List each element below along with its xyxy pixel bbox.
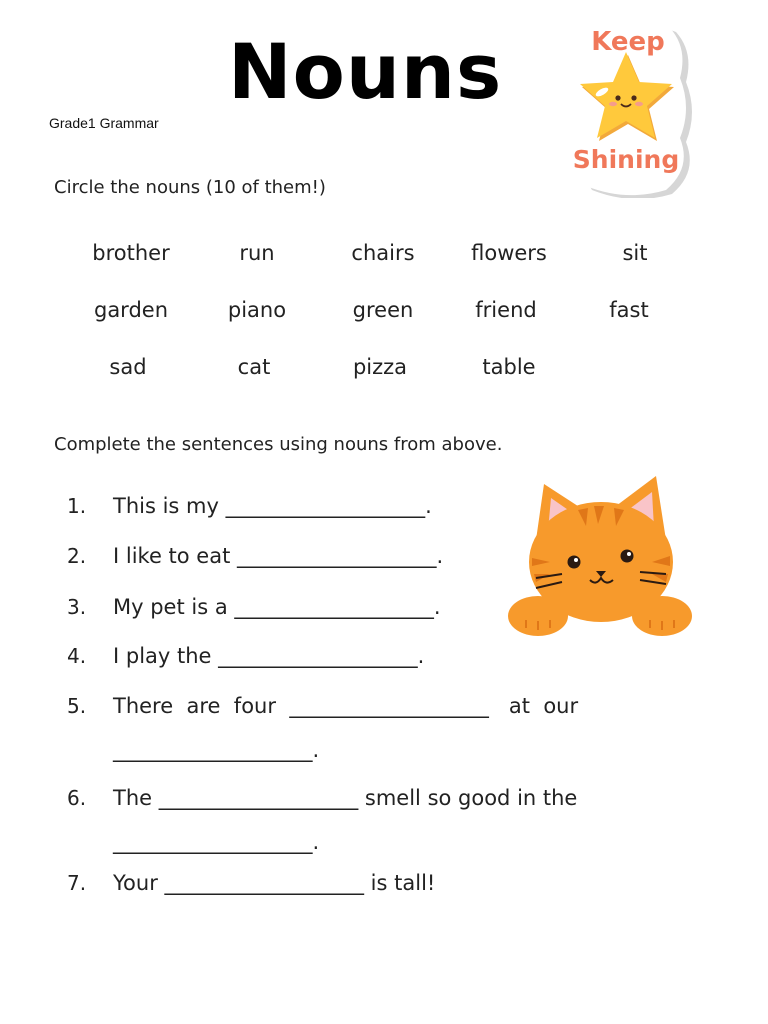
sentence-number: 7. xyxy=(67,871,87,895)
sentence-number: 1. xyxy=(67,494,87,518)
sentence-text[interactable]: I like to eat ___________________. xyxy=(113,544,444,568)
word-item[interactable]: green xyxy=(352,298,414,322)
sentence-text[interactable]: ___________________. xyxy=(113,830,320,854)
word-item[interactable]: piano xyxy=(227,298,287,322)
page-title: Nouns xyxy=(228,27,503,116)
sentence-text[interactable]: This is my ___________________. xyxy=(113,494,432,518)
sentence-item xyxy=(0,786,768,826)
complete-sentences-instruction: Complete the sentences using nouns from above. xyxy=(54,434,503,455)
sentence-number: 3. xyxy=(67,595,87,619)
word-item[interactable]: sad xyxy=(109,355,147,379)
word-item[interactable]: run xyxy=(239,241,275,265)
sentence-number: 2. xyxy=(67,544,87,568)
word-item[interactable]: fast xyxy=(609,298,649,322)
word-item[interactable]: table xyxy=(482,355,536,379)
sentence-text[interactable]: I play the ___________________. xyxy=(113,644,425,668)
sentence-text[interactable]: My pet is a ___________________. xyxy=(113,595,441,619)
sentence-item xyxy=(0,694,768,734)
word-item[interactable]: chairs xyxy=(351,241,415,265)
sticker-bottom-text: Shining xyxy=(572,145,680,174)
sentence-item xyxy=(0,830,768,870)
sentence-text[interactable]: ___________________. xyxy=(113,738,320,762)
cat-illustration xyxy=(506,470,696,640)
circle-nouns-instruction: Circle the nouns (10 of them!) xyxy=(54,177,326,198)
grade-label: Grade1 Grammar xyxy=(49,115,159,131)
sentence-number: 6. xyxy=(67,786,87,810)
word-item[interactable]: cat xyxy=(237,355,271,379)
word-item[interactable]: flowers xyxy=(471,241,547,265)
sentence-text[interactable]: The ___________________ smell so good in the xyxy=(113,786,578,810)
sticker-top-text: Keep xyxy=(591,27,665,57)
sentence-text[interactable]: There are four ___________________ at our xyxy=(113,694,579,718)
word-item[interactable]: friend xyxy=(475,298,537,322)
word-item[interactable]: sit xyxy=(622,241,648,265)
sentence-item xyxy=(0,871,768,911)
sentence-item xyxy=(0,738,768,778)
sentence-item xyxy=(0,644,768,684)
sentence-text[interactable]: Your ___________________ is tall! xyxy=(113,871,436,895)
sentence-number: 5. xyxy=(67,694,87,718)
word-item[interactable]: brother xyxy=(92,241,170,265)
word-item[interactable]: garden xyxy=(93,298,169,322)
keep-shining-sticker xyxy=(566,18,696,198)
sentence-number: 4. xyxy=(67,644,87,668)
word-item[interactable]: pizza xyxy=(352,355,408,379)
